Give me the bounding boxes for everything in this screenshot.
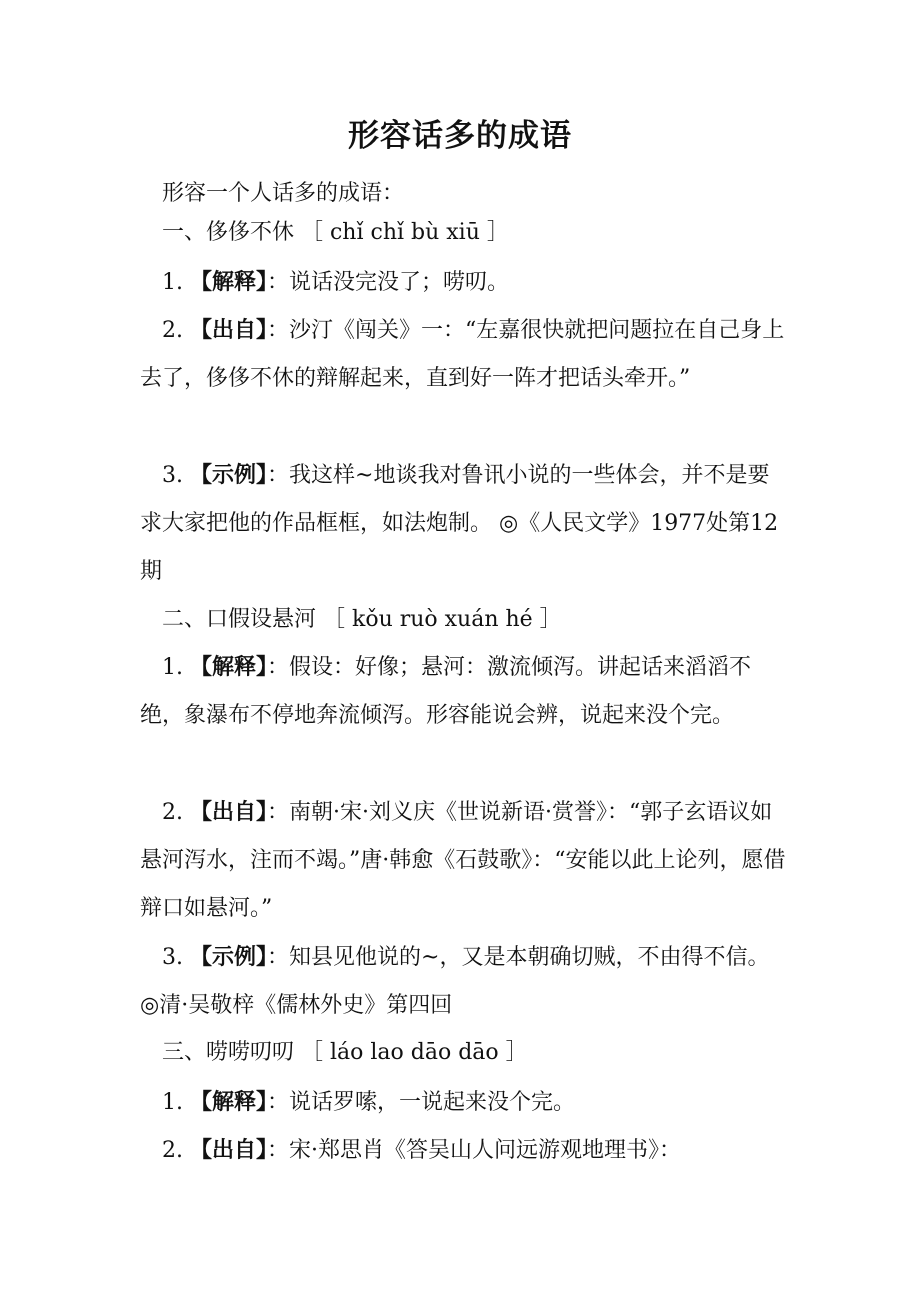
item-text: ：说话没完没了；唠叨。	[267, 270, 510, 295]
section-2-item-2	[140, 788, 790, 933]
section-3-item-2	[140, 1126, 790, 1175]
item-label: 【解释】	[190, 654, 268, 680]
section-1-item-1	[140, 258, 790, 307]
section-2-item-1	[140, 643, 790, 740]
section-3-heading: 三、唠唠叨叨 ［ láo lao dāo dāo ］	[162, 1040, 528, 1065]
item-text: ：假设：好像；悬河：激流倾泻。讲起话来滔滔不绝，象瀑布不停地奔流倾泻。形容能说会辨，说起来没个完。	[140, 655, 752, 728]
item-text: ：说话罗嗦，一说起来没个完。	[267, 1090, 576, 1115]
item-text: ：沙汀《闯关》一：“左嘉很快就把问题拉在自己身上去了，侈侈不休的辩解起来，直到好一阵才把话头牵开。”	[140, 318, 785, 391]
page-title: 形容话多的成语	[348, 118, 572, 154]
item-label: 【出自】	[190, 317, 268, 343]
item-label: 【示例】	[190, 944, 268, 970]
section-1-heading: 一、侈侈不休 ［ chǐ chǐ bù xiū ］	[162, 220, 509, 245]
section-3-item-1	[140, 1078, 790, 1127]
item-label: 【出自】	[190, 799, 268, 825]
item-label: 【解释】	[190, 269, 268, 295]
item-text: ：知县见他说的~，又是本朝确切贼，不由得不信。 ◎清·吴敬梓《儒林外史》第四回	[140, 945, 770, 1018]
item-text: ：南朝·宋·刘义庆《世说新语·赏誉》：“郭子玄语议如悬河泻水，注而不竭。”唐·韩愈《石鼓歌》：“安能以此上论列，愿借辩口如悬河。”	[140, 800, 786, 921]
item-label: 【示例】	[190, 462, 268, 488]
intro-text: 形容一个人话多的成语：	[162, 181, 405, 206]
section-2-heading: 二、口假设悬河 ［ kǒu ruò xuán hé ］	[162, 607, 562, 632]
section-2-item-3	[140, 933, 790, 1030]
item-number: 3.	[162, 945, 183, 970]
item-number: 1.	[162, 655, 183, 680]
section-1-item-3	[140, 451, 790, 596]
item-number: 1.	[162, 270, 183, 295]
item-number: 2.	[162, 800, 183, 825]
item-label: 【出自】	[190, 1137, 268, 1163]
item-number: 2.	[162, 318, 183, 343]
item-text: ：宋·郑思肖《答吴山人问远游观地理书》：	[267, 1138, 682, 1163]
item-number: 2.	[162, 1138, 183, 1163]
item-text: ：我这样~地谈我对鲁讯小说的一些体会，并不是要求大家把他的作品框框，如法炮制。 ◎《人民文学》1977处第12期	[140, 463, 779, 584]
section-1-item-2	[140, 306, 790, 403]
item-number: 3.	[162, 463, 183, 488]
item-label: 【解释】	[190, 1089, 268, 1115]
item-number: 1.	[162, 1090, 183, 1115]
